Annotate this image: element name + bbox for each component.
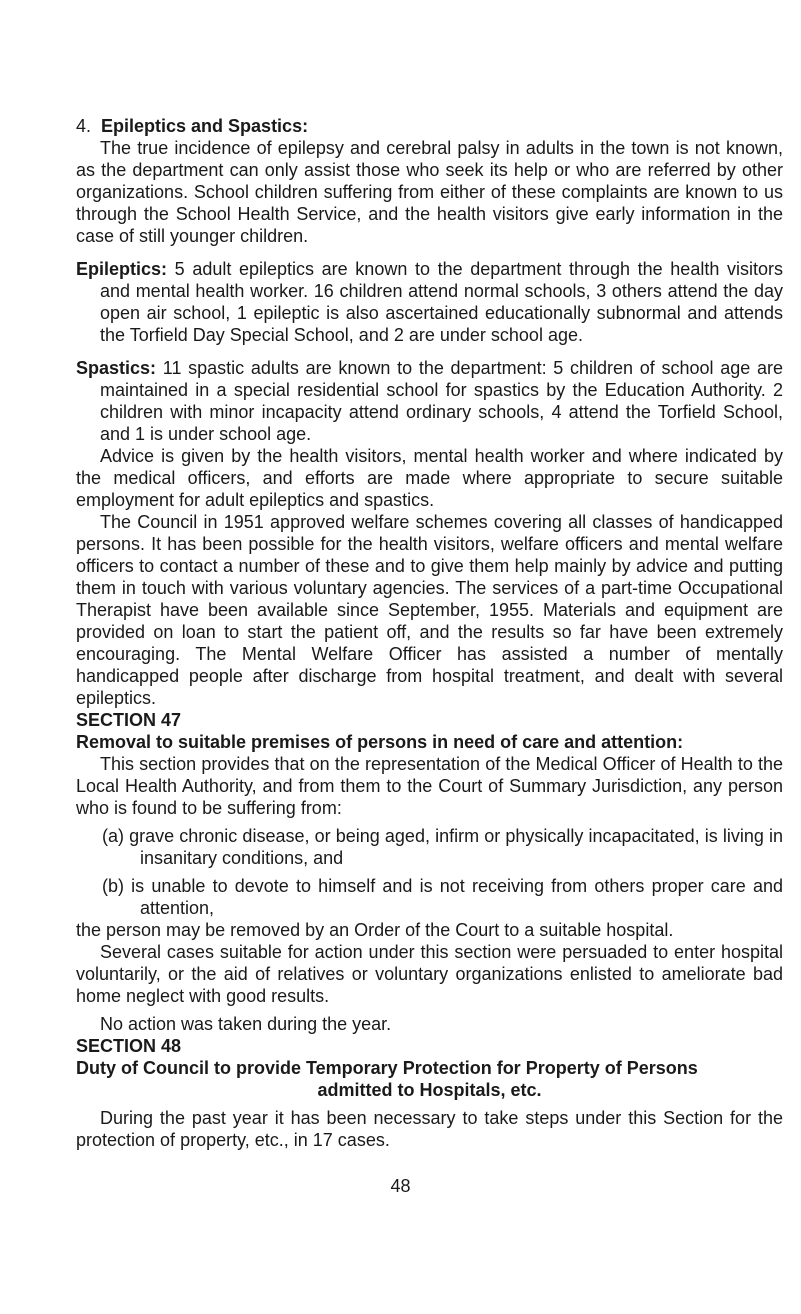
- section-47-subheading: Removal to suitable premises of persons in need of care and attention:: [76, 732, 684, 752]
- epileptics-paragraph: [76, 258, 783, 346]
- section-47-item-b: (b) is unable to devote to himself and is not receiving from others proper care and attention,: [102, 876, 783, 918]
- section-4-intro: The true incidence of epilepsy and cerebral palsy in adults in the town is not known, as the department can only assist those who seek its help or who are referred by other organizations. School children suffering from either of these complaints are known to us through the School Health Service, and the health visitors give early information in the case of still younger children.: [76, 138, 783, 246]
- section-48-text: During the past year it has been necessary to take steps under this Section for the protection of property, etc., in 17 cases.: [76, 1108, 783, 1150]
- epileptics-text: 5 adult epileptics are known to the department through the health visitors and mental health worker. 16 children attend normal schools, 3 others attend the day open air school, 1 epileptic is also ascertained educationally subnormal and attends the Torfield Day Special School, and 2 are under school age.: [100, 259, 783, 345]
- advice-paragraph: Advice is given by the health visitors, mental health worker and where indicated by the medical officers, and efforts are made where appropriate to secure suitable employment for adult epileptics and spastics.: [76, 446, 783, 510]
- section-47-heading: SECTION 47: [76, 710, 182, 730]
- document-page: [76, 115, 783, 1151]
- section-4-number: 4.: [76, 116, 92, 136]
- section-48-heading: SECTION 48: [76, 1036, 182, 1056]
- section-47-cases: Several cases suitable for action under this section were persuaded to enter hospital voluntarily, or the aid of relatives or voluntary organizations enlisted to ameliorate bad home neglect with good results.: [76, 942, 783, 1006]
- page-number: 48: [390, 1176, 411, 1196]
- section-47-intro: This section provides that on the representation of the Medical Officer of Health to the Local Health Authority, and from them to the Court of Summary Jurisdiction, any person who is found to be suffering from:: [76, 754, 783, 818]
- section-47-no-action: No action was taken during the year.: [100, 1014, 392, 1034]
- council-paragraph: The Council in 1951 approved welfare schemes covering all classes of handicapped persons. It has been possible for the health visitors, welfare officers and mental welfare officers to contact a number of these and to give them help mainly by advice and putting them in touch with various voluntary agencies. The services of a part-time Occupational Therapist have been available since September, 1955. Materials and equipment are provided on loan to start the patient off, and the results so far have been extremely encouraging. The Mental Welfare Officer has assisted a number of mentally handicapped people after discharge from hospital treatment, and dealt with several epileptics.: [76, 512, 783, 708]
- spastics-text: 11 spastic adults are known to the department: 5 children of school age are maintained in a special residential school for spastics by the Education Authority. 2 children with minor incapacity attend ordinary schools, 4 attend the Torfield School, and 1 is under school age.: [100, 358, 783, 444]
- section-4-heading: [76, 115, 783, 137]
- section-48-subheading-line-2: admitted to Hospitals, etc.: [317, 1080, 542, 1100]
- section-47-conclusion: the person may be removed by an Order of the Court to a suitable hospital.: [76, 920, 674, 940]
- section-47-item-a: (a) grave chronic disease, or being aged, infirm or physically incapacitated, is living in insanitary conditions, and: [102, 826, 783, 868]
- section-48-subheading-line-1: Duty of Council to provide Temporary Protection for Property of Persons: [76, 1058, 698, 1078]
- spastics-label: Spastics:: [76, 358, 157, 378]
- section-4-title: Epileptics and Spastics:: [101, 116, 309, 136]
- spastics-paragraph: [76, 357, 783, 445]
- epileptics-label: Epileptics:: [76, 259, 168, 279]
